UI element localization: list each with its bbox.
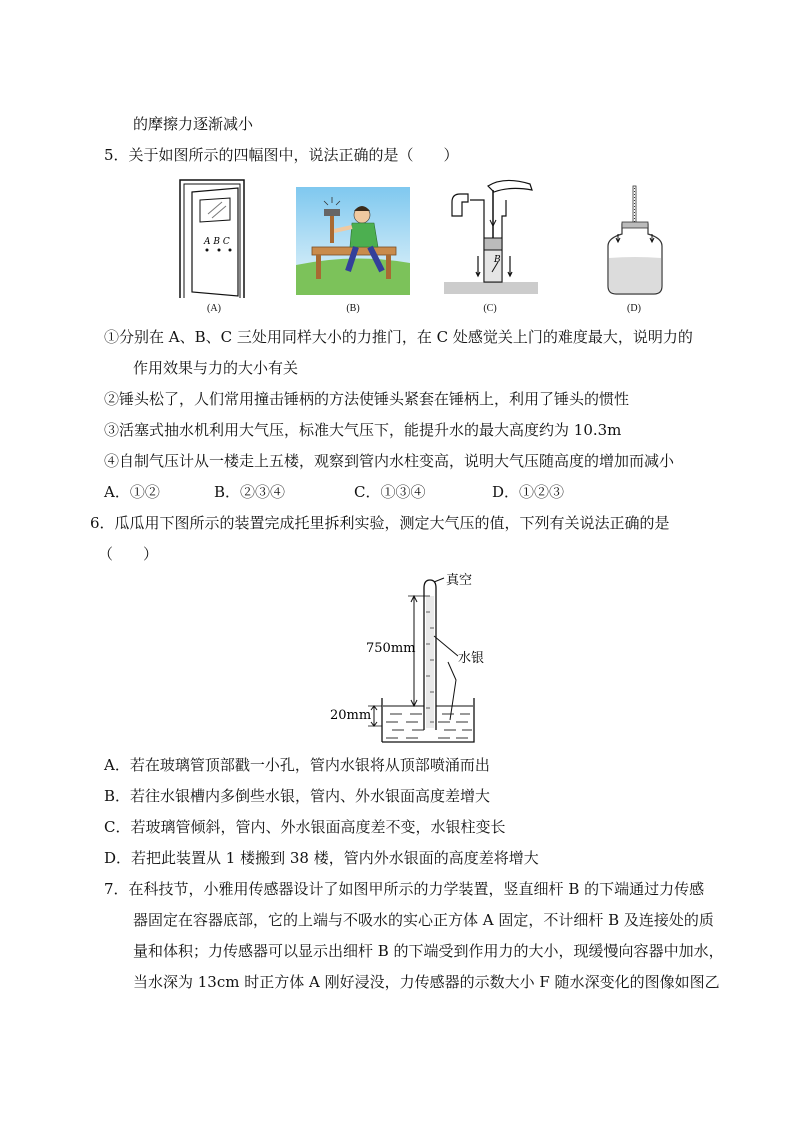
figure-door	[178, 178, 250, 300]
q6-option-b: B．若往水银槽内多倒些水银，管内、外水银面高度差增大	[104, 787, 491, 805]
q7-line1: 7．在科技节，小雅用传感器设计了如图甲所示的力学装置，竖直细杆 B 的下端通过力传感	[104, 880, 705, 898]
label-20mm: 20mm	[330, 708, 372, 723]
label-750mm: 750mm	[366, 641, 416, 656]
q5-option-d: D．①②③	[492, 483, 565, 501]
q6-stem-line1: 6．瓜瓜用下图所示的装置完成托里拆利实验，测定大气压的值，下列有关说法正确的是	[90, 514, 670, 532]
q5-option-c: C．①③④	[354, 483, 426, 501]
figure-piston-pump	[444, 176, 540, 296]
caption-c: (C)	[483, 303, 497, 314]
q5-option-a: A．①②	[104, 483, 160, 501]
q6-option-d: D．若把此装置从 1 楼搬到 38 楼，管内外水银面的高度差将增大	[104, 849, 539, 867]
label-mercury: 水银	[458, 651, 485, 666]
caption-b: (B)	[346, 303, 360, 314]
figure-torricelli	[330, 572, 490, 748]
q6-stem-line2: （ ）	[98, 545, 159, 563]
q6-option-c: C．若玻璃管倾斜，管内、外水银面高度差不变，水银柱变长	[104, 818, 506, 836]
figure-hammer	[296, 187, 410, 295]
q6-option-a: A．若在玻璃管顶部戳一小孔，管内水银将从顶部喷涌而出	[104, 756, 490, 774]
door-point-labels: A B C	[204, 237, 230, 247]
q5-statement-3: ③活塞式抽水机利用大气压，标准大气压下，能提升水的最大高度约为 10.3m	[104, 421, 622, 439]
label-vacuum: 真空	[446, 573, 473, 588]
q5-statement-1b: 作用效果与力的大小有关	[133, 359, 299, 377]
caption-a: (A)	[207, 303, 221, 314]
caption-d: (D)	[627, 303, 641, 314]
q5-statement-2: ②锤头松了，人们常用撞击锤柄的方法使锤头紧套在锤柄上，利用了锤头的惯性	[104, 390, 630, 408]
figure-barometer	[600, 184, 670, 298]
q5-stem: 5．关于如图所示的四幅图中，说法正确的是（ ）	[104, 146, 459, 164]
q7-line3: 量和体积；力传感器可以显示出细杆 B 的下端受到作用力的大小，现缓慢向容器中加水，	[133, 942, 724, 960]
q5-option-b: B．②③④	[214, 483, 286, 501]
q4-continuation: 的摩擦力逐渐减小	[133, 115, 254, 133]
q5-statement-1a: ①分别在 A、B、C 三处用同样大小的力推门，在 C 处感觉关上门的难度最大，说明力的	[104, 328, 693, 346]
q5-statement-4: ④自制气压计从一楼走上五楼，观察到管内水柱变高，说明大气压随高度的增加而减小	[104, 452, 675, 470]
q7-line2: 器固定在容器底部，它的上端与不吸水的实心正方体 A 固定，不计细杆 B 及连接处的质	[133, 911, 714, 929]
pump-point-label: B	[494, 255, 501, 265]
q7-line4: 当水深为 13cm 时正方体 A 刚好浸没，力传感器的示数大小 F 随水深变化的图像如图乙	[133, 973, 720, 991]
